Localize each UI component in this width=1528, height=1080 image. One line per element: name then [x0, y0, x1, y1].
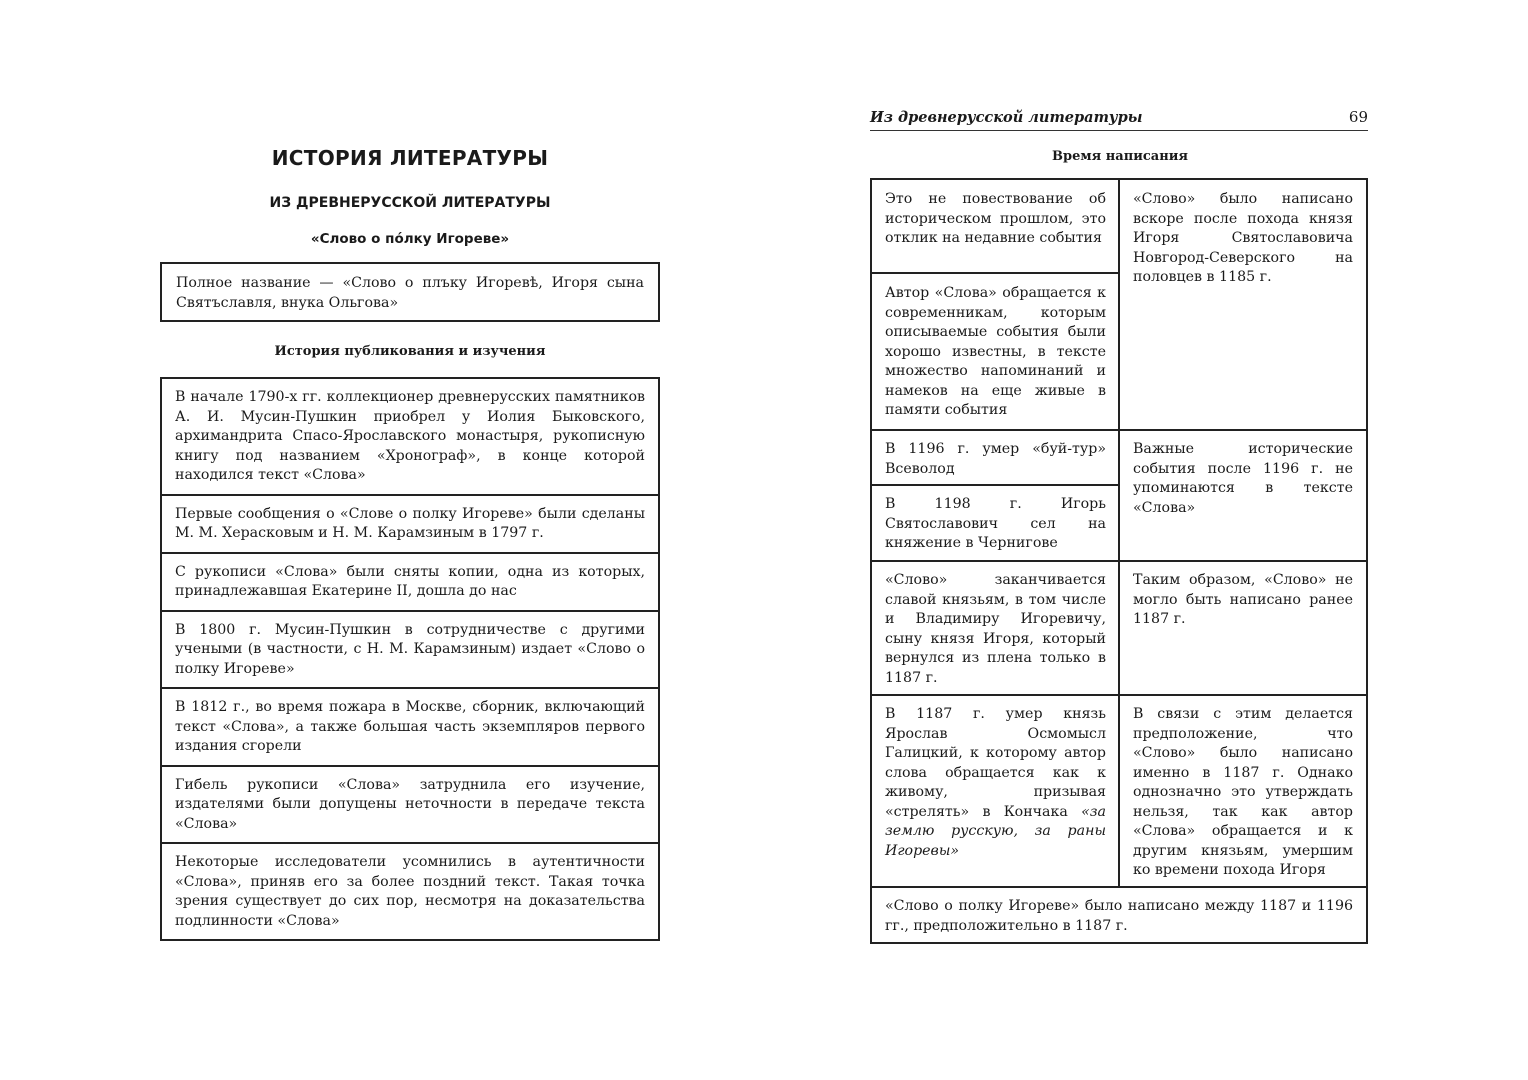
- row-divider: [872, 429, 1366, 431]
- table-row: В 1800 г. Мусин-Пушкин в сотрудничестве с другими учеными (в частности, с Н. М. Карамзиным) издает «Слово о полку Игореве»: [162, 610, 658, 688]
- table-row: В 1812 г., во время пожара в Москве, сборник, включающий текст «Слова», а также большая часть экземпляров первого издания сгорели: [162, 687, 658, 765]
- cell-r5-left: «Слово» заканчивается славой князьям, в том числе и Владимиру Игоревичу, сыну князя Игоря, который вернулся из плена только в 1187 г.: [885, 572, 1106, 686]
- table-row: С рукописи «Слова» были сняты копии, одна из которых, принадлежавшая Екатерине II, дошла до нас: [162, 552, 658, 610]
- time-table: [870, 178, 1368, 944]
- row-divider: [872, 272, 1119, 274]
- running-head: Из древнерусской литературы: [870, 109, 1143, 126]
- cell-r6-right: В связи с этим делается предположение, что «Слово» было написано именно в 1187 г. Однако однозначно это утверждать нельзя, так как автор «Слова» обращается и к другим князьям, умершим ко времени похода Игоря: [1133, 706, 1353, 878]
- cell-r3-left: В 1196 г. умер «буй-тур» Всеволод: [885, 441, 1106, 477]
- time-heading: Время написания: [1052, 149, 1188, 164]
- work-title: «Слово о по́лку Игореве»: [310, 231, 510, 247]
- cell-r3-right: Важные исторические события после 1196 г. не упоминаются в тексте «Слова»: [1133, 441, 1353, 516]
- subsection-title: ИЗ ДРЕВНЕРУССКОЙ ЛИТЕРАТУРЫ: [269, 195, 551, 211]
- history-table: [160, 377, 660, 941]
- cell-r2-left: Автор «Слова» обращается к современникам, которым описываемые события были хорошо известны, в тексте множество напоминаний и намеков на еще живые в памяти события: [885, 285, 1106, 418]
- table-row: Гибель рукописи «Слова» затруднила его изучение, издателями были допущены неточности в передаче текста «Слова»: [162, 765, 658, 843]
- cell-r4-left: В 1198 г. Игорь Святославович сел на княжение в Чернигове: [885, 496, 1106, 551]
- page-number: 69: [1348, 108, 1368, 126]
- table-row: Первые сообщения о «Слове о полку Игореве» были сделаны М. М. Херасковым и Н. М. Карамзиным в 1797 г.: [162, 494, 658, 552]
- cell-r6-text: В 1187 г. умер князь Ярослав Осмомысл Галицкий, к которому автор слова обращается как к живому, призывая «стрелять» в Кончака: [885, 706, 1106, 820]
- table-row: Некоторые исследователи усомнились в аутентичности «Слова», приняв его за более поздний текст. Такая точка зрения существует до сих пор, несмотря на доказательства подлинности «Слова»: [162, 842, 658, 939]
- table-row: В начале 1790-х гг. коллекционер древнерусских памятников А. И. Мусин-Пушкин приобрел у Иолия Быковского, архимандрита Спасо-Ярославского монастыря, рукописную книгу под названием «Хронограф», в конце которой находился текст «Слова»: [175, 389, 645, 483]
- cell-r6-left: [872, 697, 1119, 869]
- cell-r5-right: Таким образом, «Слово» не могло быть написано ранее 1187 г.: [1133, 572, 1353, 627]
- cell-r6-quote: «за землю русскую, за раны Игоревы»: [885, 803, 1106, 859]
- history-heading: История публикования и изучения: [274, 344, 546, 359]
- cell-r1-right: «Слово» было написано вскоре после похода князя Игоря Святославовича Новгород-Северского на половцев в 1185 г.: [1133, 191, 1353, 285]
- cell-conclusion: «Слово о полку Игореве» было написано между 1187 и 1196 гг., предположительно в 1187 г.: [885, 898, 1353, 934]
- full-name-box: Полное название — «Слово о плъку Игоревѣ, Игоря сына Святъславля, внука Ольгова»: [160, 262, 660, 322]
- cell-r1-left: Это не повествование об историческом прошлом, это отклик на недавние события: [885, 191, 1106, 246]
- section-title: ИСТОРИЯ ЛИТЕРАТУРЫ: [271, 146, 549, 170]
